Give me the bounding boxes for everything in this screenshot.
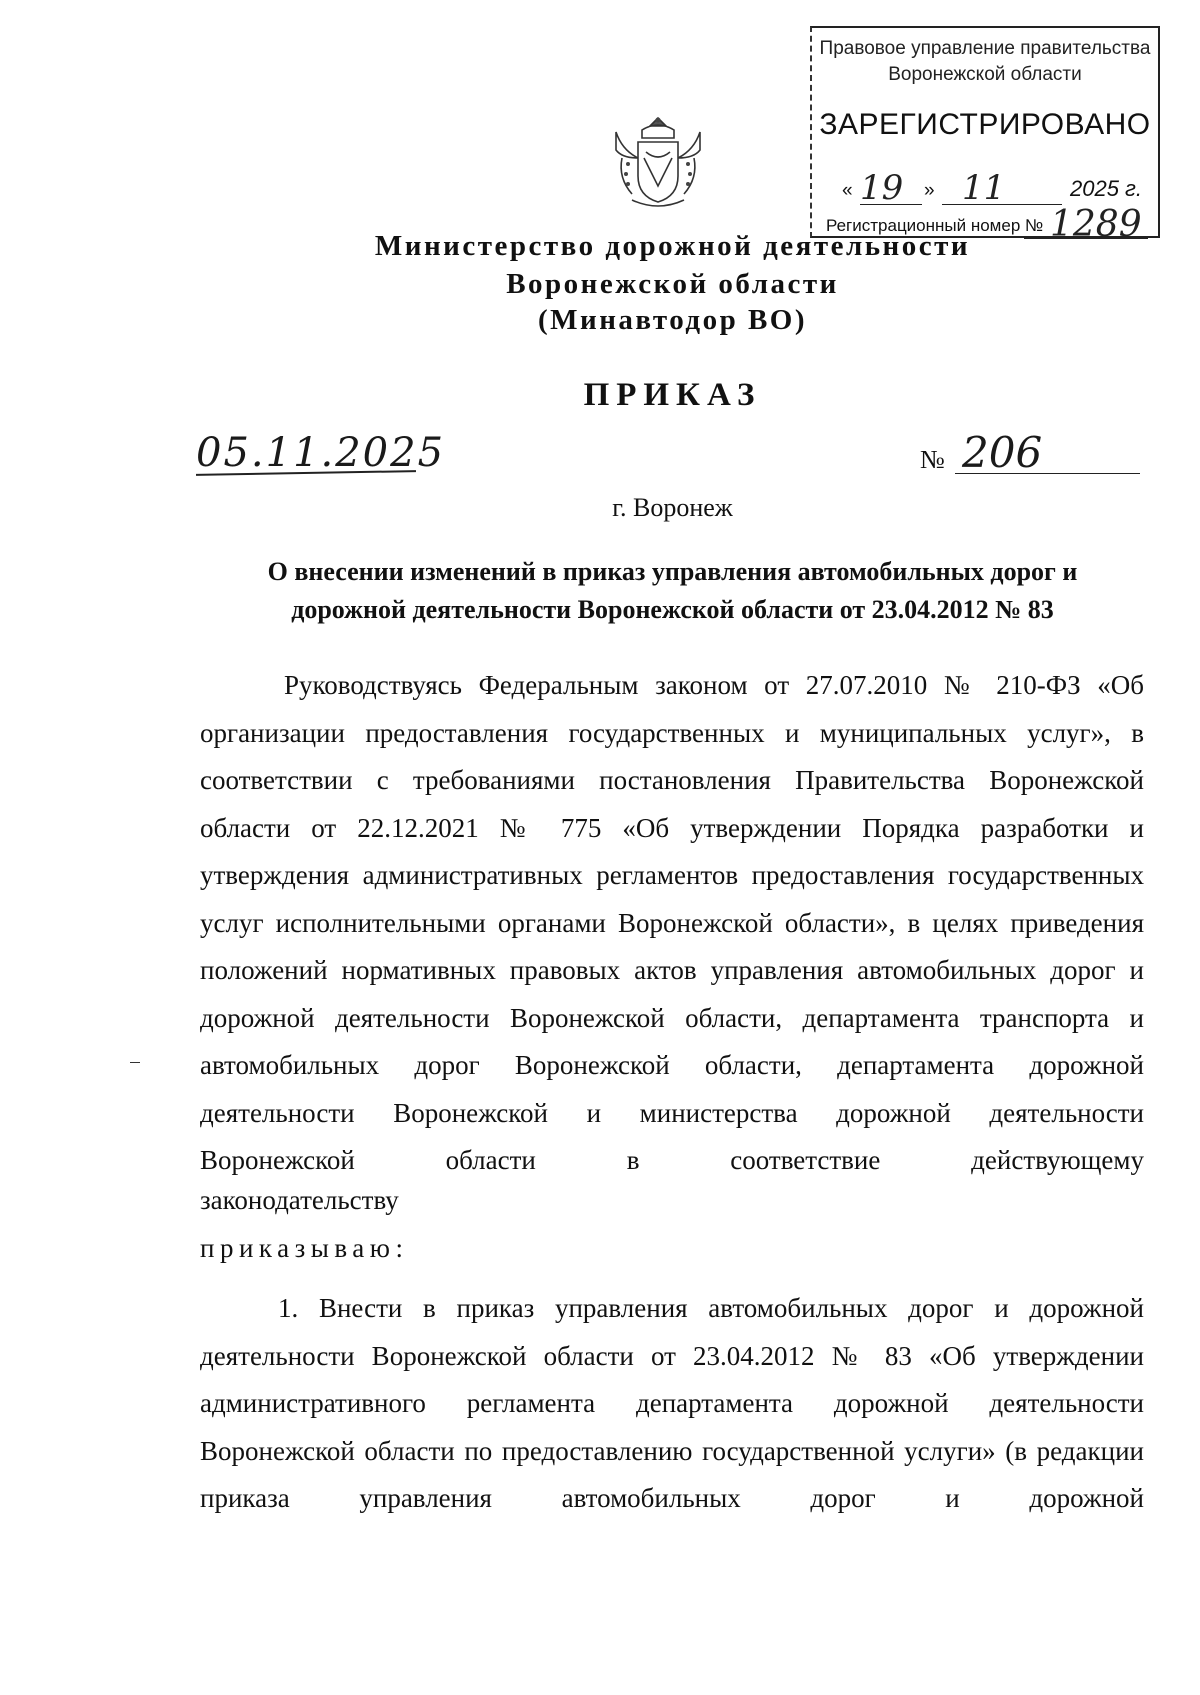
stamp-status: ЗАРЕГИСТРИРОВАНО <box>819 108 1151 141</box>
subject-line1: О внесении изменений в приказ управления автомобильных дорог и <box>267 557 1078 586</box>
document-type: ПРИКАЗ <box>583 377 762 413</box>
order-number-underline <box>955 473 1140 474</box>
org-name-line1: Министерство дорожной деятельности <box>374 230 971 262</box>
registration-stamp <box>810 26 1160 245</box>
stamp-organization <box>812 36 1158 88</box>
stamp-month: 11 <box>962 168 1006 208</box>
order-number-handwritten: 206 <box>962 428 1043 477</box>
margin-mark <box>130 1062 140 1063</box>
stamp-quote-open: « <box>842 180 853 201</box>
stamp-day: 19 <box>860 168 904 208</box>
stamp-reg-label: Регистрационный номер № <box>826 216 1044 235</box>
stamp-org-line1: Правовое управление правительства <box>819 38 1151 59</box>
stamp-year: 2025 г. <box>1070 176 1143 201</box>
city: г. Воронеж <box>612 493 733 522</box>
stamp-date <box>842 168 1142 208</box>
orders-word: приказываю: <box>200 1233 409 1263</box>
order-date-handwritten: 05.11.2025 <box>196 430 446 476</box>
body-paragraph-2: 1. Внести в приказ управления автомобильных дорог и дорожной деятельности Воронежской области от 23.04.2012 № 83 «Об утверждении административного регламента департамента дорожной деятельности Воронежской области по предоставлению государственной услуги» (в редакции приказа управления автомобильных дорог и дорожной <box>200 1293 1144 1513</box>
stamp-org-line2: Воронежской области <box>888 64 1082 85</box>
order-number-label: № <box>920 445 945 474</box>
order-subject <box>0 553 1200 629</box>
subject-line2: дорожной деятельности Воронежской области от 23.04.2012 № 83 <box>291 595 1054 624</box>
org-name-line2: Воронежской области <box>506 268 839 300</box>
stamp-day-underline <box>860 204 922 205</box>
stamp-quote-close: » <box>924 180 935 201</box>
stamp-reg-number: 1289 <box>1050 204 1142 245</box>
stamp-month-underline <box>942 204 1062 205</box>
body-paragraph-1: Руководствуясь Федеральным законом от 27.07.2010 № 210-ФЗ «Об организации предоставления государственных и муниципальных услуг», в соответствии с требованиями постановления Правительства Воронежской области от 22.12.2021 № 775 «Об утверждении Порядка разработки и утверждения административных регламентов предоставления государственных услуг исполнительными органами Воронежской области», в целях приведения положений нормативных правовых актов управления автомобильных дорог и дорожной деятельности Воронежской области, департамента транспорта и автомобильных дорог Воронежской области, департамента дорожной деятельности Воронежской и министерства дорожной деятельности Воронежской области в соответствие действующему <box>200 670 1144 1175</box>
coat-of-arms-icon <box>602 112 714 212</box>
body-paragraph-1-end: законодательству <box>200 1185 399 1215</box>
org-name-line3: (Минавтодор ВО) <box>537 304 808 336</box>
